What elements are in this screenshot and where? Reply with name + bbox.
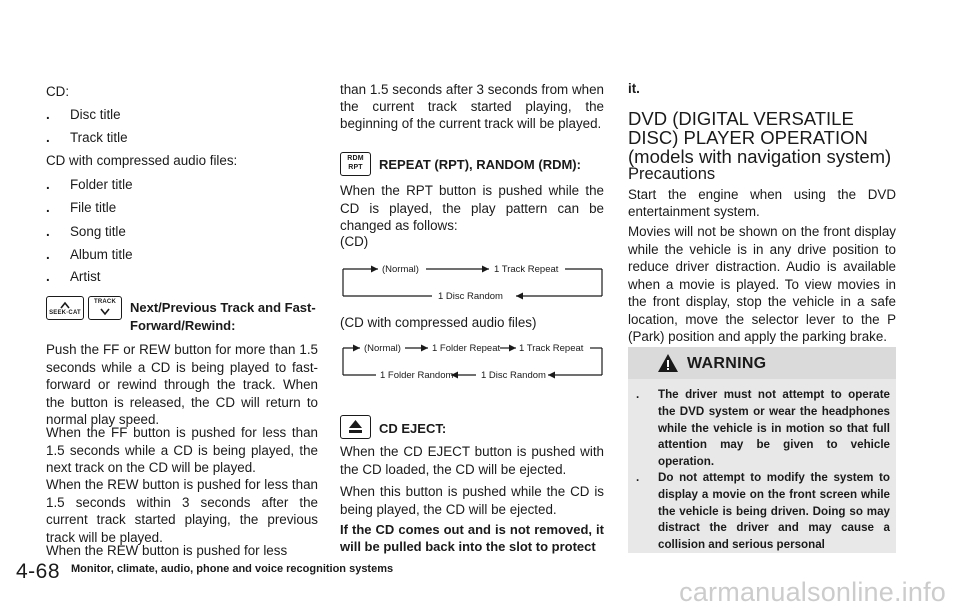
track-label: TRACK: [94, 299, 116, 305]
paragraph-bold: If the CD comes out and is not removed, it will be pulled back into the slot to protect: [340, 522, 604, 554]
diagram-node-normal: (Normal): [382, 264, 419, 275]
seek-cat-label: SEEK·CAT: [49, 310, 81, 316]
paragraph: Start the engine when using the DVD entertainment system.: [628, 187, 896, 219]
paragraph: Push the FF or REW button for more than 1.5 seconds while a CD is being played to fast-forward or rewind through the track. When the button is released, the CD will return to normal play speed.: [46, 342, 318, 427]
rdm-label: RDM: [347, 155, 364, 162]
repeat-heading: REPEAT (RPT), RANDOM (RDM):: [379, 157, 581, 172]
list-item-text: Disc title: [70, 107, 121, 122]
compressed-label: (CD with compressed audio files): [340, 315, 537, 330]
eject-button-icon: [340, 415, 371, 439]
paragraph: than 1.5 seconds after 3 seconds from when the current track started playing, the beginning of the current track will be played.: [340, 82, 604, 131]
warning-item-text: The driver must not attempt to operate the DVD system or wear the headphones while the vehicle is in motion so that full attention may be given to vehicle operation.: [658, 388, 890, 469]
paragraph: When the REW button is pushed for less: [46, 543, 288, 558]
section-heading: DVD (DIGITAL VERSATILE DISC) PLAYER OPERATION (models with navigation system): [628, 108, 892, 167]
list-item-text: Artist: [70, 269, 101, 284]
section-footer-title: Monitor, climate, audio, phone and voice recognition systems: [71, 563, 394, 575]
paragraph-continuation: it.: [628, 81, 640, 96]
paragraph: When the RPT button is pushed while the CD is played, the play pattern can be changed as follows:: [340, 183, 604, 233]
next-prev-heading-line1: Next/Previous Track and Fast-: [130, 300, 316, 315]
list-item-text: Song title: [70, 224, 126, 239]
diagram-node-disc-random: 1 Disc Random: [438, 291, 503, 302]
paragraph: When this button is pushed while the CD is being played, the CD will be ejected.: [340, 484, 604, 517]
track-button-icon: [88, 296, 122, 320]
cd-repeat-diagram: [340, 258, 605, 304]
list-item-text: Album title: [70, 247, 133, 262]
watermark: carmanualsonline.info: [679, 577, 946, 607]
rdm-rpt-button-icon: [340, 152, 371, 176]
cd-label: (CD): [340, 234, 369, 249]
paragraph: When the CD EJECT button is pushed with the CD loaded, the CD will be ejected.: [340, 444, 604, 477]
list-item-text: Track title: [70, 130, 128, 145]
diagram-node-normal: (Normal): [364, 343, 401, 354]
eject-icon: [341, 416, 370, 438]
compressed-repeat-diagram: [340, 340, 605, 386]
subsection-heading: Precautions: [628, 165, 716, 183]
paragraph: Movies will not be shown on the front display while the vehicle is in any drive position to reduce driver distraction. Audio is available when a movie is played. To view movies in the front display, stop the vehicle in a safe location, move the selector lever to the P (Park) position and apply the parking brake.: [628, 224, 896, 344]
list-item-text: File title: [70, 200, 117, 215]
diagram-node-folder-repeat: 1 Folder Repeat: [432, 343, 501, 354]
eject-heading: CD EJECT:: [379, 421, 447, 436]
warning-item-text: Do not attempt to modify the system to display a movie on the front screen while the vehicle is being driven. Doing so may distract the driver and may cause a collision and serious personal: [658, 471, 890, 552]
paragraph: When the FF button is pushed for less than 1.5 seconds while a CD is being played, the next track on the CD will be played.: [46, 425, 318, 475]
warning-icon: [657, 353, 679, 373]
next-prev-heading-line2: Forward/Rewind:: [130, 318, 236, 333]
diagram-node-disc-random: 1 Disc Random: [481, 370, 546, 381]
seek-cat-button-icon: [46, 296, 84, 320]
diagram-node-folder-random: 1 Folder Random: [380, 370, 454, 381]
chevron-down-icon: [89, 306, 121, 318]
paragraph: When the REW button is pushed for less than 1.5 seconds within 3 seconds after the current track started playing, the previous track will be played.: [46, 477, 318, 545]
diagram-node-track-repeat: 1 Track Repeat: [519, 343, 584, 354]
diagram-node-track-repeat: 1 Track Repeat: [494, 264, 559, 275]
rpt-label: RPT: [348, 164, 363, 171]
warning-title: WARNING: [687, 355, 767, 372]
compressed-heading: CD with compressed audio files:: [46, 153, 238, 168]
list-item-text: Folder title: [70, 177, 133, 192]
page-number: 4-68: [16, 560, 61, 583]
cd-heading: CD:: [46, 84, 70, 99]
